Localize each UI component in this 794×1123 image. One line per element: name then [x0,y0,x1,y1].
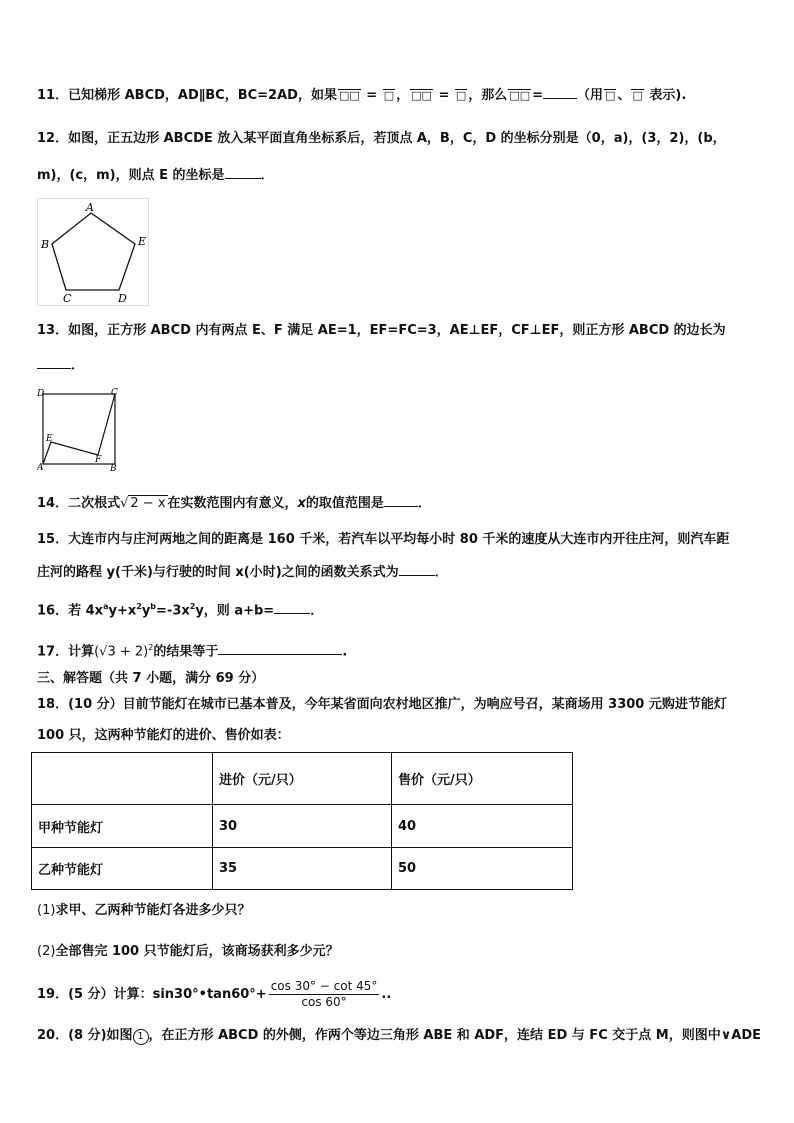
vertex-label-d: D [118,292,127,305]
question-19: 19．(5 分）计算：sin30°•tan60°+ $\frac{\cos 30^\circ - \cot 45^\circ}{\cos 60^\circ}$ .. [37,979,392,1009]
point-label-f: F [95,455,102,465]
table-cell: 30 [213,805,392,848]
answer-blank [37,356,71,369]
answer-blank [225,166,261,179]
question-18-part-2: (2)全部售完 100 只节能灯后，该商场获利多少元？ [37,944,339,959]
vertex-label-a: A [37,463,44,472]
question-15-line-2: 庄河的路程 y(千米)与行驶的时间 x(小时)之间的函数关系式为 ． [37,565,448,580]
question-12-line-1: 12．如图，正五边形 ABCDE 放入某平面直角坐标系后，若顶点 A，B，C，D 的坐标分别是（0，a)，(3，2)，(b， [37,131,726,146]
vertex-label-c: C [111,388,118,398]
vertex-label-a: A [86,201,94,214]
table-cell: 乙种节能灯 [32,848,213,890]
section-heading: 三、解答题（共 7 小题，满分 69 分） [37,671,265,686]
vector-symbol: □ [383,89,395,102]
vector-symbol: □ [632,89,643,102]
fraction: $\frac{\cos 30^\circ - \cot 45^\circ}{\cos 60^\circ}$ [270,979,378,1009]
question-18-part-1: (1)求甲、乙两种节能灯各进多少只？ [37,903,251,918]
radicand: 2 − x [130,496,166,511]
table-header-cell [32,753,213,805]
table-row [32,805,573,848]
answer-blank [399,563,435,576]
vertex-label-b: B [41,238,50,251]
question-13-line-2: ． [37,356,764,375]
question-12-line-2: m)，(c，m)，则点 E 的坐标是 ． [37,168,274,183]
table-header-cell: 进价（元/只） [213,753,392,805]
table-row [32,848,573,890]
table-cell: 甲种节能灯 [32,805,213,848]
question-20: 20．(8 分)如图 1 ，在正方形 ABCD 的外侧，作两个等边三角形 ABE 和 ADF，连结 ED 与 FC 交于点 M，则图中∨ADE [37,1028,762,1043]
question-14: 14．二次根式√ 2 − x 在实数范围内有意义，x的取值范围是 ． [37,496,431,511]
inner-path [43,394,115,464]
price-table [31,752,573,890]
answer-blank [384,494,418,507]
vertex-label-e: E [138,235,147,248]
vector-symbol: □ [605,89,616,102]
table-cell: 50 [392,848,573,890]
vertex-label-d: D [37,389,45,399]
question-17: 17．计算$(√3 + 2)^2$的结果等于 . [37,643,348,660]
table-cell: 35 [213,848,392,890]
vector-symbol: □□ [509,89,531,102]
vector-symbol: □□ [338,89,360,102]
vector-symbol: □□ [411,89,432,102]
question-15-line-1: 15．大连市内与庄河两地之间的距离是 160 千米，若汽车以平均每小时 80 千米的速度从大连市内开往庄河，则汽车距 [37,532,730,547]
circled-number: 1 [133,1029,149,1045]
square-shape [43,394,115,464]
question-11: 11．已知梯形 ABCD，AD∥BC，BC=2AD，如果 □□ = □ ， □□ = □ ，那么 □□ = （用 □ 、 □ 表示). [37,88,687,103]
vertex-label-b: B [110,464,117,472]
answer-blank [543,86,577,99]
vertex-label-c: C [63,292,72,305]
square-figure [37,386,123,472]
answer-blank [274,601,310,614]
pentagon-figure [37,198,149,306]
pentagon-shape [52,213,135,290]
question-16: 16．若 $4x^ay+x^2y^b=-3x^2y$，则 a+b= ． [37,602,324,619]
answer-blank [218,642,342,655]
question-18-line-2: 100 只，这两种节能灯的进价、售价如表： [37,728,290,743]
point-label-e: E [46,434,53,444]
table-cell: 40 [392,805,573,848]
table-header-row [32,753,573,805]
table-header-cell: 售价（元/只） [392,753,573,805]
question-18-line-1: 18．(10 分）目前节能灯在城市已基本普及，今年某省面向农村地区推广，为响应号召，某商场用 3300 元购进节能灯 [37,697,727,712]
question-13-line-1: 13．如图，正方形 ABCD 内有两点 E、F 满足 AE=1，EF=FC=3，AE⊥EF，CF⊥EF，则正方形 ABCD 的边长为 [37,323,726,338]
vector-symbol: □ [455,89,467,102]
